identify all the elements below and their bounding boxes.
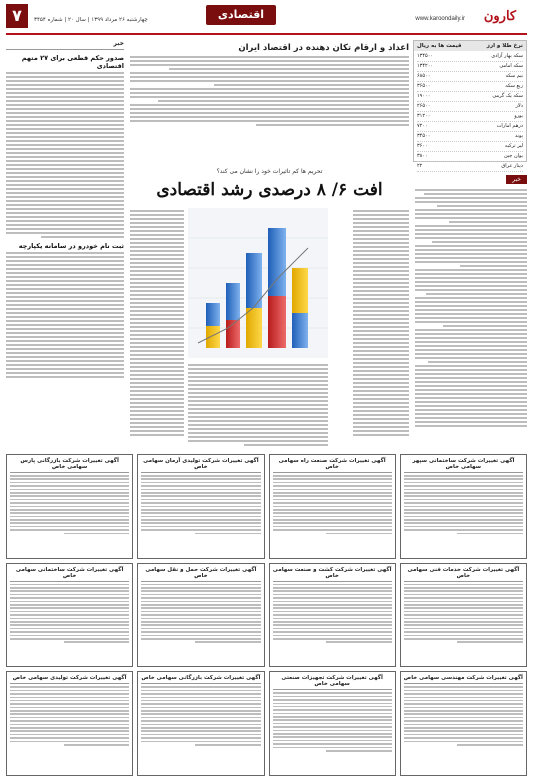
exchange-row bbox=[417, 62, 523, 72]
legal-ad bbox=[269, 454, 396, 559]
headline-kicker: تحریم ها کم تاثیرات خود را نشان می کند؟ bbox=[216, 168, 323, 175]
left-text-1 bbox=[6, 72, 124, 238]
legal-ad bbox=[6, 454, 133, 559]
legal-ad-body bbox=[10, 475, 129, 534]
issue-date: چهارشنبه ۲۶ مرداد ۱۳۹۹ | سال ۲۰ | شماره ۳۴۵۴ bbox=[34, 17, 148, 23]
exchange-price: ۳۴۵۰۰ bbox=[417, 133, 431, 139]
exchange-row bbox=[417, 142, 523, 152]
exchange-price: ۷۲۰۰ bbox=[417, 123, 428, 129]
exchange-price: ۱۳۴۵۰۰ bbox=[417, 53, 434, 59]
legal-ad-title[interactable]: آگهی تغییرات شرکت بازرگانی پارس سهامی خاص bbox=[10, 458, 129, 473]
exchange-name: یوان چین bbox=[503, 153, 523, 159]
story-col-right bbox=[353, 208, 409, 438]
story-col-left bbox=[130, 208, 184, 438]
exchange-row bbox=[417, 102, 523, 112]
exchange-row bbox=[417, 52, 523, 62]
legal-ad bbox=[6, 671, 133, 776]
exchange-rows bbox=[414, 51, 526, 173]
exchange-price: ۳۸۰۰ bbox=[417, 153, 428, 159]
website-url[interactable]: www.karoondaily.ir bbox=[415, 16, 465, 22]
right-news-column bbox=[415, 166, 527, 448]
legal-ad bbox=[137, 671, 264, 776]
legal-ad-title[interactable]: آگهی تغییرات شرکت مهندسی سهامی خاص bbox=[404, 675, 523, 684]
legal-ad bbox=[269, 563, 396, 668]
right-column-text bbox=[415, 189, 527, 427]
legal-ads-grid bbox=[6, 454, 527, 776]
exchange-price: ۲۶۵۰۰ bbox=[417, 103, 431, 109]
legal-ad-body bbox=[10, 584, 129, 643]
legal-ad-body bbox=[10, 686, 129, 745]
legal-ad-body bbox=[141, 475, 260, 534]
exchange-row bbox=[417, 112, 523, 122]
legal-ad-title[interactable]: آگهی تغییرات شرکت ساختمانی سهامی خاص bbox=[10, 567, 129, 582]
left-news-column bbox=[6, 40, 124, 448]
legal-ad bbox=[137, 563, 264, 668]
newspaper-logo[interactable]: کارون bbox=[483, 9, 517, 24]
left-text-2 bbox=[6, 252, 124, 378]
legal-ad-title[interactable]: آگهی تغییرات شرکت خدمات فنی سهامی خاص bbox=[404, 567, 523, 582]
exchange-name: دلار bbox=[515, 103, 523, 109]
main-headline[interactable]: افت ۶/ ۸ درصدی رشد اقتصادی bbox=[156, 180, 383, 200]
story-col-under-chart bbox=[188, 362, 328, 448]
exchange-price: ۳۱۲۰۰ bbox=[417, 113, 431, 119]
legal-ad-body bbox=[141, 686, 260, 745]
legal-ad-body bbox=[141, 584, 260, 643]
page-number: ۷ bbox=[6, 4, 28, 28]
legal-ad-title[interactable]: آگهی تغییرات شرکت حمل و نقل سهامی خاص bbox=[141, 567, 260, 582]
legal-ad bbox=[6, 563, 133, 668]
legal-ad bbox=[269, 671, 396, 776]
legal-ad-body bbox=[273, 584, 392, 643]
left-head-2[interactable]: ثبت نام خودرو در سامانه یکپارچه bbox=[18, 242, 124, 250]
left-column-caption: خبر bbox=[6, 40, 124, 50]
exchange-name: سکه یک گرمی bbox=[492, 93, 523, 99]
exchange-row bbox=[417, 72, 523, 82]
exchange-name: سکه بهار آزادی bbox=[491, 53, 523, 59]
legal-ad-title[interactable]: آگهی تغییرات شرکت صنعت راه سهامی خاص bbox=[273, 458, 392, 473]
legal-ad bbox=[400, 563, 527, 668]
legal-ad bbox=[137, 454, 264, 559]
exchange-name: نیم سکه bbox=[505, 73, 523, 79]
exchange-row bbox=[417, 92, 523, 102]
exchange-table-header bbox=[414, 41, 526, 51]
exchange-price: ۱۳۴۲۰۰ bbox=[417, 63, 434, 69]
exchange-price: ۲۲ bbox=[417, 163, 423, 169]
exchange-head-right: نرخ طلا و ارز bbox=[486, 43, 523, 49]
legal-ad-title[interactable]: آگهی تغییرات شرکت تولیدی سهامی خاص bbox=[10, 675, 129, 684]
lead-title[interactable]: اعداد و ارقام تکان دهنده در اقتصاد ایران bbox=[238, 43, 409, 53]
lead-body bbox=[130, 56, 409, 126]
exchange-price: ۳۶۵۰۰ bbox=[417, 83, 431, 89]
growth-chart-illustration bbox=[188, 208, 328, 358]
legal-ad-body bbox=[404, 475, 523, 534]
exchange-row bbox=[417, 132, 523, 142]
exchange-name: دینار عراق bbox=[501, 163, 523, 169]
exchange-name: پوند bbox=[515, 133, 523, 139]
header-divider bbox=[6, 33, 527, 35]
page-header bbox=[6, 4, 527, 32]
exchange-rates-table bbox=[413, 40, 527, 169]
exchange-row bbox=[417, 152, 523, 162]
legal-ad-title[interactable]: آگهی تغییرات شرکت تجهیزات صنعتی سهامی خاص bbox=[273, 675, 392, 690]
legal-ad-body bbox=[404, 584, 523, 643]
exchange-name: ربع سکه bbox=[505, 83, 523, 89]
legal-ad-title[interactable]: آگهی تغییرات شرکت کشت و صنعت سهامی خاص bbox=[273, 567, 392, 582]
main-story bbox=[130, 40, 409, 448]
legal-ad bbox=[400, 671, 527, 776]
legal-ad-title[interactable]: آگهی تغییرات شرکت ساختمانی سپهر سهامی خاص bbox=[404, 458, 523, 473]
exchange-name: سکه امامی bbox=[499, 63, 523, 69]
legal-ad-body bbox=[404, 686, 523, 745]
exchange-price: ۳۶۰۰ bbox=[417, 143, 428, 149]
exchange-price: ۶۸۵۰۰ bbox=[417, 73, 431, 79]
legal-ad-title[interactable]: آگهی تغییرات شرکت تولیدی آرمان سهامی خاص bbox=[141, 458, 260, 473]
legal-ad-title[interactable]: آگهی تغییرات شرکت بازرگانی سهامی خاص bbox=[141, 675, 260, 684]
exchange-name: لیر ترکیه bbox=[504, 143, 523, 149]
left-head-1[interactable]: صدور حکم قطعی برای ۲۷ متهم اقتصادی bbox=[21, 54, 124, 70]
exchange-name: یورو bbox=[514, 113, 523, 119]
section-title: اقتصادی bbox=[206, 5, 276, 25]
legal-ad-body bbox=[273, 692, 392, 751]
right-column-label: خبر bbox=[506, 175, 527, 184]
exchange-head-left: قیمت ها به ریال bbox=[417, 43, 462, 49]
exchange-name: درهم امارات bbox=[496, 123, 523, 129]
legal-ad-body bbox=[273, 475, 392, 534]
exchange-row bbox=[417, 82, 523, 92]
exchange-row bbox=[417, 122, 523, 132]
exchange-price: ۱۹۰۰۰ bbox=[417, 93, 431, 99]
legal-ad bbox=[400, 454, 527, 559]
